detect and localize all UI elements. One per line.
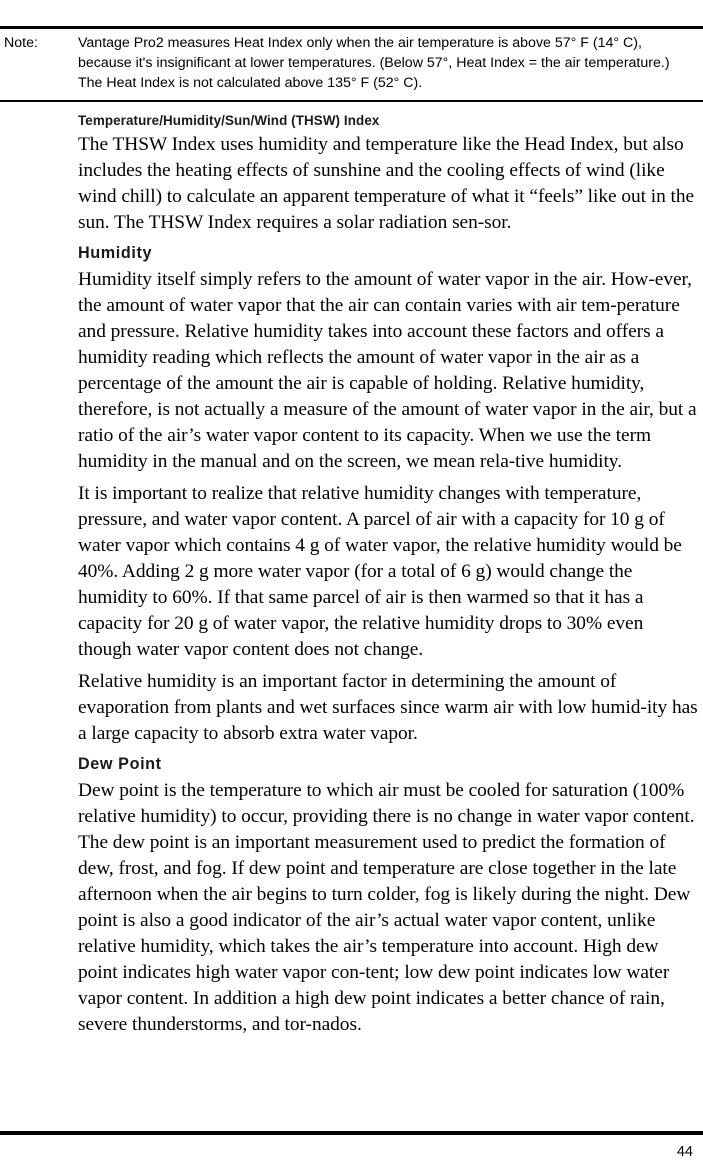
- humidity-paragraph-1: Humidity itself simply refers to the amount of water vapor in the air. How-ever, the amount of water vapor that the air can contain varies with air tem-perature and pressure. Relative humidity takes into account these factors and offers a humidity reading which reflects the amount of water vapor in the air as a percentage of the amount the air is capable of holding. Relative humidity, therefore, is not actually a measure of the amount of water vapor in the air, but a ratio of the air’s water vapor content to its capacity. When we use the term humidity in the manual and on the screen, we mean rela-tive humidity.: [78, 269, 697, 472]
- page-content: [78, 112, 698, 1044]
- note-divider: [0, 100, 703, 102]
- page-number: 44: [676, 1144, 693, 1160]
- note-text: Vantage Pro2 measures Heat Index only when the air temperature is above 57° F (14° C), because it's insignificant at lower temperatures. (Below 57°, Heat Index = the air temperature.) The Heat Index is not calculated above 135° F (52° C).: [78, 35, 670, 91]
- dew-point-paragraph: Dew point is the temperature to which air must be cooled for saturation (100% relative humidity) to occur, providing there is no change in water vapor content. The dew point is an important measurement used to predict the formation of dew, frost, and fog. If dew point and temperature are close together in the late afternoon when the air begins to turn colder, fog is likely during the night. Dew point is also a good indicator of the air’s actual water vapor content, unlike relative humidity, which takes the air’s temperature into account. High dew point indicates high water vapor con-tent; low dew point indicates low water vapor content. In addition a high dew point indicates a better chance of rain, severe thunderstorms, and tor-nados.: [78, 780, 695, 1035]
- section-heading-thsw: Temperature/Humidity/Sun/Wind (THSW) Index: [78, 113, 380, 128]
- top-rule: [0, 26, 703, 29]
- humidity-paragraph-3: Relative humidity is an important factor in determining the amount of evaporation from plants and wet surfaces since warm air with low humid-ity has a large capacity to absorb extra water vapor.: [78, 671, 698, 744]
- humidity-paragraph-2: It is important to realize that relative humidity changes with temperature, pressure, and water vapor content. A parcel of air with a capacity for 10 g of water vapor which contains 4 g of water vapor, the relative humidity would be 40%. Adding 2 g more water vapor (for a total of 6 g) would change the humidity to 60%. If that same parcel of air is then warmed so that it has a capacity for 20 g of water vapor, the relative humidity drops to 30% even though water vapor content does not change.: [78, 483, 682, 660]
- note-label: Note:: [4, 35, 38, 51]
- thsw-paragraph: The THSW Index uses humidity and temperature like the Head Index, but also includes the heating effects of sunshine and the cooling effects of wind (like wind chill) to calculate an apparent temperature of what it “feels” like out in the sun. The THSW Index requires a solar radiation sen-sor.: [78, 134, 695, 233]
- section-heading-humidity: Humidity: [78, 244, 153, 262]
- bottom-rule: [0, 1131, 703, 1135]
- section-heading-dew-point: Dew Point: [78, 755, 162, 773]
